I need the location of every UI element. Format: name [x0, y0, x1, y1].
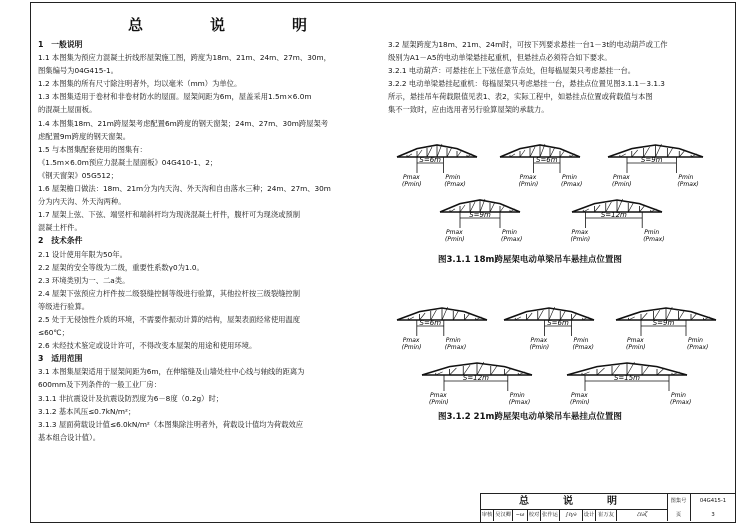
truss-diagonal-member — [453, 310, 459, 320]
pmax-bracket-label: (Pmax) — [572, 344, 594, 351]
pmax-bracket-label: (Pmax) — [687, 344, 709, 351]
truss-diagonal-member — [572, 313, 578, 320]
section-heading: 1 一般说明 — [38, 40, 83, 49]
text-line: 基本组合设计值）。 — [38, 432, 101, 442]
span-label: S=9m — [640, 156, 663, 164]
design-name: 崔万友 — [596, 509, 617, 521]
pmin-label: Pmin — [509, 392, 525, 399]
span-label: S=9m — [469, 211, 491, 219]
text-line: 等级进行验算。 — [38, 301, 90, 311]
page-label: 页 — [667, 509, 691, 521]
pmax-label: Pmax — [613, 174, 630, 181]
pmax-bracket-label: (Pmax) — [444, 344, 467, 351]
text-line: 1.4 本图集18m、21m跨屋架考虑配置6m跨度的钢天窗架；24m、27m、30m跨屋架考 — [38, 118, 329, 128]
text-line: 级别为A1－A5的电动单梁悬挂起重机，但悬挂点必须符合如下要求。 — [388, 53, 612, 63]
section-heading: 3 适用范围 — [38, 354, 83, 364]
atlas-no: 04G415-1 — [699, 498, 727, 504]
truss-diagonal-member — [667, 147, 673, 157]
review-label: 审核 — [481, 509, 494, 521]
truss-diagonal-member — [679, 150, 685, 157]
span-label: S=6m — [419, 319, 442, 327]
pmax-label: Pmax — [571, 229, 589, 236]
pmin-bracket-label: (Pmin) — [570, 236, 591, 243]
text-line: 3.1.2 基本风压≤0.7kN/m²； — [38, 406, 136, 416]
pmax-label: Pmax — [430, 392, 447, 399]
truss-diagonal-member — [520, 150, 525, 157]
truss-diagonal-member — [530, 147, 535, 157]
pmax-bracket-label: (Pmax) — [643, 236, 665, 243]
truss-diagonal-member — [457, 150, 462, 157]
pmin-bracket-label: (Pmin) — [626, 344, 646, 351]
page-title: 总 说 明 — [128, 16, 334, 34]
truss-diagonal-member — [505, 368, 512, 375]
design-signature: ℰℓ∂ζ — [617, 509, 668, 521]
text-line: 图集编号为04G415-1。 — [38, 66, 118, 76]
text-line: 2.3 环境类别为一、二a类。 — [38, 275, 130, 285]
truss-diagonal-member — [641, 313, 647, 320]
pmin-label: Pmin — [671, 392, 686, 399]
text-line: 1.7 屋架上弦、下弦、端竖杆和端斜杆均为现浇混凝土杆件，腹杆可为现浇或预制 — [38, 210, 301, 220]
pmax-label: Pmax — [519, 174, 537, 181]
text-line: 3.2 屋架跨度为18m、21m、24m时，可按下列要求悬挂一台1－3t的电动葫芦或工作 — [388, 40, 668, 49]
review-signature: ∽ω — [513, 509, 528, 521]
span-label: S=15m — [613, 374, 641, 382]
pmin-bracket-label: (Pmin) — [570, 399, 590, 405]
pmin-bracket-label: (Pmin) — [445, 236, 465, 243]
text-line: 分为内天沟、外天沟两种。 — [38, 197, 126, 207]
text-line: 1.3 本图集适用于卷材和非卷材防水的屋面。屋架间距为6m，屋盖采用1.5m×6.0m — [38, 92, 312, 102]
truss-diagonal-member — [447, 147, 452, 157]
check-name: 张作运 — [541, 509, 560, 521]
pmax-label: Pmax — [402, 337, 420, 344]
truss-diagonal-member — [640, 205, 646, 212]
pmax-label: Pmax — [403, 174, 420, 181]
pmin-label: Pmin — [678, 174, 694, 181]
title-block-name: 总 说 明 — [481, 494, 668, 510]
atlas-no-label: 图集号 — [667, 494, 691, 509]
truss-diagonal-member — [465, 313, 471, 320]
truss-diagonal-member — [527, 313, 533, 320]
text-line: 《1.5m×6.0m预应力混凝土屋面板》04G410-1、2； — [38, 157, 218, 167]
text-line: 3.2.2 电动单梁悬挂起重机：每榀屋架只考虑悬挂一台，悬挂点位置见图3.1.1－3.1.3 — [388, 79, 665, 89]
truss-diagonal-member — [628, 202, 634, 212]
truss-diagonal-member — [460, 205, 465, 212]
truss-diagonal-member — [595, 205, 601, 212]
truss-diagonal-member — [560, 150, 565, 157]
text-line: 2.5 处于无侵蚀性介质的环境，不需要作振动计算的结构，屋架表面经常使用温度 — [38, 314, 301, 324]
pmin-bracket-label: (Pmin) — [401, 344, 422, 351]
pmax-label: Pmax — [446, 229, 463, 236]
text-line: 集不一致时，应由选用者另行验算屋架的承载力。 — [388, 105, 549, 115]
pmin-bracket-label: (Pmin) — [518, 181, 539, 188]
pmin-label: Pmin — [573, 337, 589, 344]
text-line: 1.5 与本图集配套使用的图集有： — [38, 144, 147, 154]
pmin-label: Pmin — [688, 337, 703, 344]
text-line: 2.4 屋架下弦预应力杆件按二级裂缝控制等级进行验算，其他拉杆按三级裂缝控制 — [38, 288, 301, 298]
figure-3-1-2 — [392, 290, 727, 405]
truss-diagonal-member — [679, 310, 685, 320]
truss-diagonal-member — [642, 365, 650, 375]
pmin-bracket-label: (Pmin) — [402, 181, 422, 188]
text-line: 600mm及下列条件的一般工业厂房： — [38, 380, 162, 390]
review-name: 吴汉卿 — [494, 509, 513, 521]
span-label: S=6m — [419, 156, 441, 164]
text-line: 3.1.1 非抗震设计及抗震设防烈度为6－8度（0.2g）时； — [38, 393, 224, 403]
title-block — [480, 493, 735, 522]
text-line: 的混凝土屋面板。 — [38, 105, 97, 115]
truss-diagonal-member — [538, 310, 544, 320]
truss-diagonal-member — [450, 368, 457, 375]
pmax-bracket-label: (Pmax) — [677, 181, 699, 188]
text-line: ≤60℃； — [38, 328, 69, 338]
truss-diagonal-member — [657, 368, 665, 375]
pmax-bracket-label: (Pmax) — [508, 399, 531, 405]
text-line: 2.6 未经技术鉴定或设计许可，不得改变本屋架的用途和使用环境。 — [38, 341, 257, 351]
truss-diagonal-member — [597, 368, 605, 375]
pmax-bracket-label: (Pmax) — [444, 181, 466, 188]
pmax-label: Pmax — [571, 392, 588, 399]
text-line: 3.1.3 屋面荷载设计值≤6.0kN/m²（本图集除注明者外，荷载设计值均为荷载效应 — [38, 419, 304, 429]
pmin-label: Pmin — [644, 229, 660, 236]
truss-diagonal-member — [691, 313, 697, 320]
pmin-label: Pmin — [445, 174, 461, 181]
figure-3-1-1 — [392, 112, 727, 247]
section-heading: 2 技术条件 — [38, 236, 83, 246]
check-label: 校对 — [528, 509, 541, 521]
pmin-bracket-label: (Pmin) — [612, 181, 632, 188]
pmin-bracket-label: (Pmin) — [529, 344, 550, 351]
text-line: 1.1 本图集为预应力混凝土折线形屋架施工图，跨度为18m、21m、24m、27m、30m， — [38, 53, 331, 63]
span-label: S=6m — [536, 156, 558, 164]
figure-3-1-1-caption: 图3.1.1 18m跨屋架电动单梁吊车悬挂点位置图 — [438, 255, 622, 265]
text-line: 1.6 屋架檐口做法：18m、21m分为内天沟、外天沟和自由落水三种；24m、27m、30m — [38, 184, 331, 194]
span-label: S=6m — [547, 319, 569, 327]
pmax-label: Pmax — [530, 337, 548, 344]
pmax-bracket-label: (Pmax) — [561, 181, 583, 188]
truss-diagonal-member — [500, 205, 505, 212]
text-line: 所示，悬挂吊车荷载限值见表1、表2，实际工程中，如悬挂点位置或荷载值与本图 — [388, 92, 653, 102]
text-line: 《钢天窗架》05G512； — [38, 170, 118, 180]
pmin-label: Pmin — [562, 174, 577, 181]
design-label: 设计 — [583, 509, 596, 521]
pmax-label: Pmax — [627, 337, 644, 344]
truss-diagonal-member — [491, 365, 498, 375]
pmin-label: Pmin — [445, 337, 461, 344]
pmax-bracket-label: (Pmax) — [670, 399, 692, 405]
page-number: 3 — [711, 512, 715, 518]
right-column-text — [388, 38, 728, 117]
left-column-text — [38, 38, 380, 444]
text-line: 虑配置9m跨度的钢天窗架。 — [38, 131, 131, 141]
figure-3-1-2-caption: 图3.1.2 21m跨屋架电动单梁吊车悬挂点位置图 — [438, 412, 622, 422]
text-line: 2.1 设计使用年限为50年。 — [38, 249, 127, 259]
text-line: 1.2 本图集的所有尺寸除注明者外，均以毫米（mm）为单位。 — [38, 79, 242, 89]
span-label: S=12m — [462, 374, 489, 382]
text-line: 2.2 屋架的安全等级为二级，重要性系数γ0为1.0。 — [38, 262, 204, 272]
text-line: 混凝土杆件。 — [38, 223, 82, 233]
text-line: 3.1 本图集屋架适用于屋架间距为6m，在伸缩缝及山墙处柱中心线与轴线的距离为 — [38, 367, 305, 377]
truss-diagonal-member — [632, 150, 638, 157]
pmin-bracket-label: (Pmin) — [429, 399, 449, 405]
check-signature: ∫ℓγ∂ — [560, 509, 583, 521]
text-line: 3.2.1 电动葫芦：可悬挂在上下弦任意节点处，但每榀屋架只考虑悬挂一台。 — [388, 66, 636, 76]
span-label: S=9m — [652, 319, 675, 327]
pmin-label: Pmin — [502, 229, 517, 236]
pmax-bracket-label: (Pmax) — [501, 236, 523, 243]
span-label: S=12m — [600, 211, 627, 219]
